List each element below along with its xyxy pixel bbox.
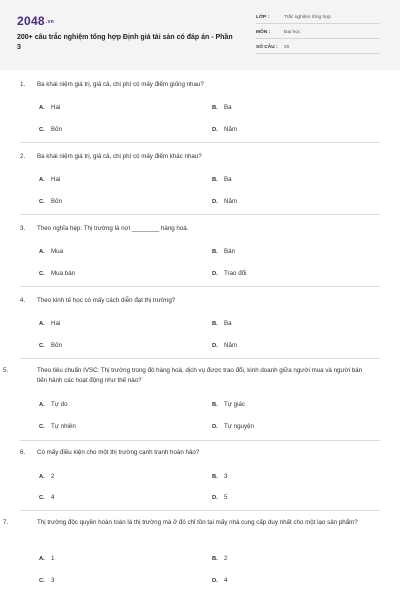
meta-class-row xyxy=(256,13,380,24)
meta-subject-value: Đại học xyxy=(284,30,301,35)
option-a[interactable]: A. Hai xyxy=(39,176,61,183)
question-text: Ba khái niệm giá trị, giá cả, chi phí có mấy điểm giống nhau? xyxy=(37,81,204,88)
option-b[interactable]: B. Bán xyxy=(212,248,236,255)
option-c[interactable]: C. Bốn xyxy=(39,126,63,133)
option-a[interactable]: A. Hai xyxy=(39,104,61,111)
option-d[interactable]: D. Tự nguyện xyxy=(212,423,254,430)
option-d[interactable]: D. Năm xyxy=(212,126,238,133)
question-text: Theo tiêu chuẩn IVSC: Thị trường trong đó hàng hoá, dịch vụ được trao đổi, kinh doanh giữa người mua và người bán tiến hành các hoạt động như thế nào? xyxy=(37,367,363,384)
option-b[interactable]: B. 3 xyxy=(212,473,228,480)
logo-suffix: .vn xyxy=(45,18,55,25)
quiz-header xyxy=(0,0,400,70)
option-b[interactable]: B. Ba xyxy=(212,104,232,111)
option-a[interactable]: A. Tự do xyxy=(39,401,68,408)
meta-count-value: 20 xyxy=(284,45,290,50)
option-a[interactable]: A. 2 xyxy=(39,473,55,480)
option-c[interactable]: C. 3 xyxy=(39,577,55,584)
option-a[interactable]: A. Hai xyxy=(39,320,61,327)
option-b[interactable]: B. Ba xyxy=(212,320,232,327)
quiz-title: 200+ câu trắc nghiệm tổng hợp Định giá tài sản có đáp án - Phần 3 xyxy=(17,34,233,51)
question-text: Theo kinh tế học có mấy cách diễn đạt thị trường? xyxy=(37,297,176,304)
option-d[interactable]: D. 4 xyxy=(212,577,228,584)
option-c[interactable]: C. Bốn xyxy=(39,198,63,205)
meta-class-value: Trắc nghiệm tổng hợp xyxy=(284,15,331,20)
meta-subject-row xyxy=(256,28,380,39)
meta-count-row xyxy=(256,43,380,54)
option-c[interactable]: C. Mua bán xyxy=(39,270,76,277)
option-d[interactable]: D. Năm xyxy=(212,342,238,349)
question-text: Thị trường độc quyền hoàn toàn là thị trường mà ở đó chỉ tồn tại mấy nhà cung cấp duy nhất cho một lạo sản phẩm? xyxy=(37,519,358,526)
site-logo[interactable] xyxy=(17,14,54,28)
question-number: 3. xyxy=(20,225,26,232)
meta-class-label: LỚP : xyxy=(256,15,270,20)
question-number: 1. xyxy=(20,81,26,88)
question-number: 6. xyxy=(20,449,26,456)
question-divider xyxy=(20,358,380,359)
question-text: Có mấy điều kiện cho một thị trường cạnh tranh hoàn hảo? xyxy=(37,449,200,456)
question-text: Theo nghĩa hẹp: Thị trường là nơi ________ hàng hoá. xyxy=(37,225,189,232)
logo-text: 2048 xyxy=(17,14,45,28)
option-c[interactable]: C. 4 xyxy=(39,494,55,501)
option-a[interactable]: A. 1 xyxy=(39,555,55,562)
question-divider xyxy=(20,286,380,287)
question-divider xyxy=(20,142,380,143)
option-c[interactable]: C. Bốn xyxy=(39,342,63,349)
option-b[interactable]: B. 2 xyxy=(212,555,228,562)
option-d[interactable]: D. Năm xyxy=(212,198,238,205)
option-b[interactable]: B. Tự giác xyxy=(212,401,245,408)
question-divider xyxy=(20,510,380,511)
option-a[interactable]: A. Mua xyxy=(39,248,64,255)
question-number: 5. xyxy=(3,367,9,374)
meta-subject-label: MÔN : xyxy=(256,30,271,35)
question-number: 7. xyxy=(3,519,9,526)
question-number: 4. xyxy=(20,297,26,304)
meta-count-label: SỐ CÂU : xyxy=(256,45,278,50)
question-text: Ba khái niệm giá trị, giá cả, chi phí có mấy điểm khác nhau? xyxy=(37,153,202,160)
question-number: 2. xyxy=(20,153,26,160)
option-b[interactable]: B. Ba xyxy=(212,176,232,183)
question-divider xyxy=(20,214,380,215)
option-d[interactable]: D. 5 xyxy=(212,494,228,501)
question-divider xyxy=(20,440,380,441)
option-c[interactable]: C. Tự nhiên xyxy=(39,423,76,430)
option-d[interactable]: D. Trao đổi xyxy=(212,270,247,277)
